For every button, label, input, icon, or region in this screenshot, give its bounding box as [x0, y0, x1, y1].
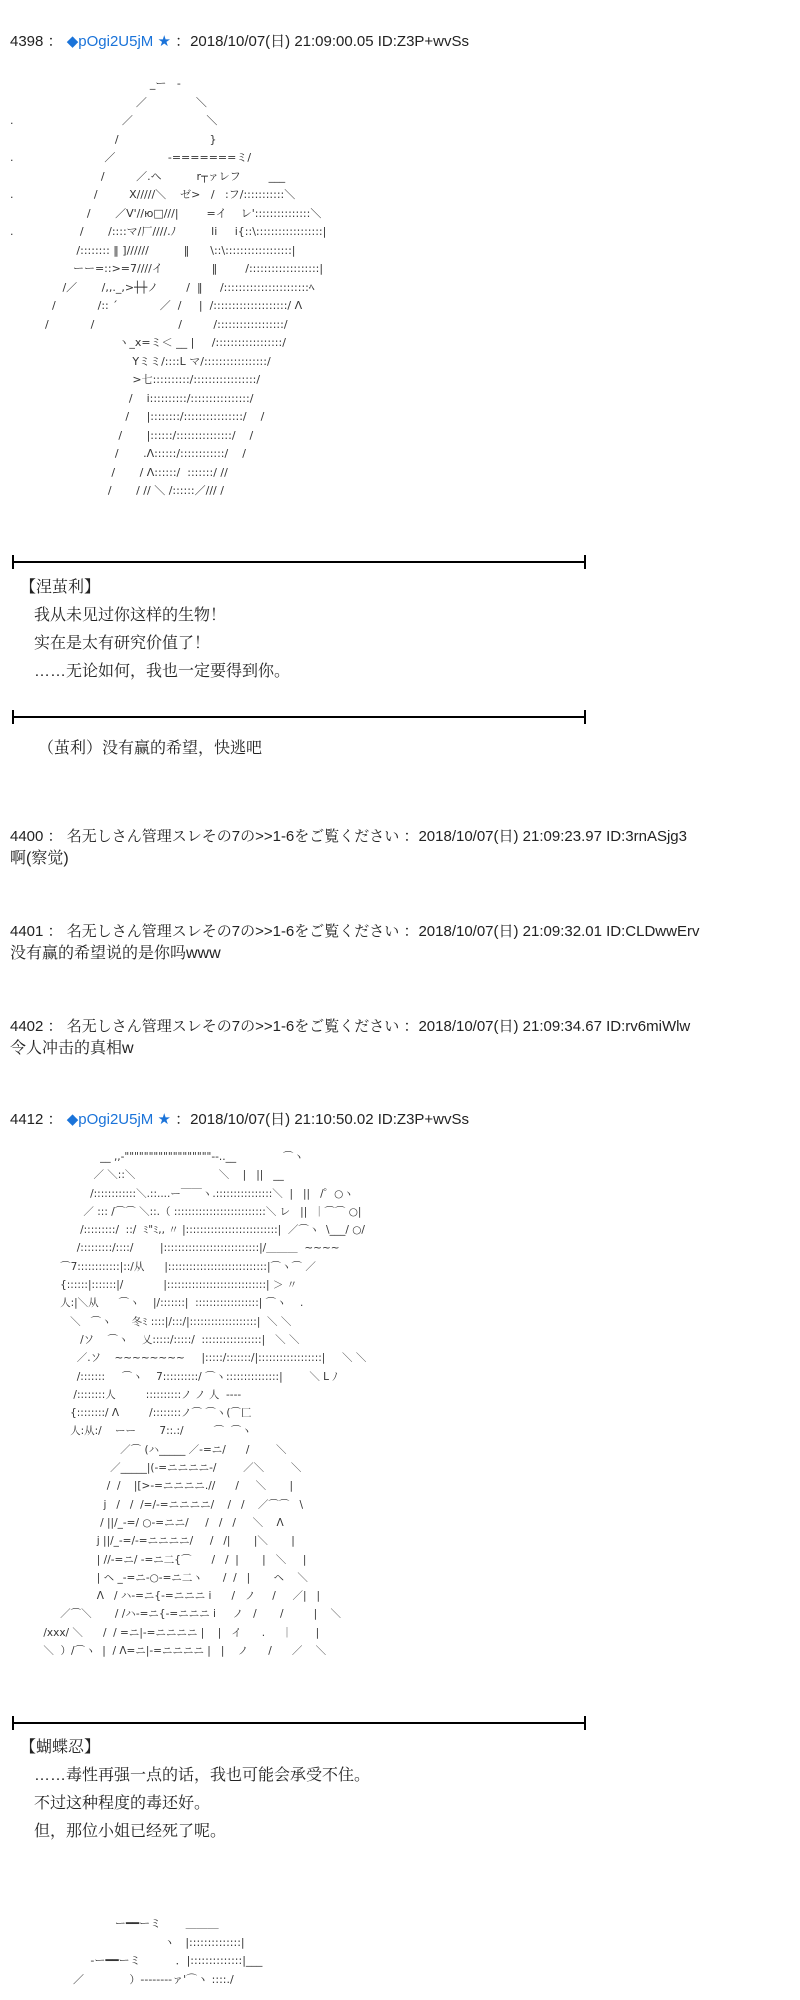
- speech-line: 但，那位小姐已经死了呢。: [34, 1823, 227, 1840]
- post-sep: ：: [47, 1018, 63, 1035]
- post-datetime: ：2018/10/07(日) 21:09:34.67: [403, 1018, 602, 1035]
- poster-name[interactable]: ◆pOgi2U5jM ★: [66, 1111, 171, 1128]
- divider: [12, 1716, 586, 1730]
- post-id[interactable]: ID:Z3P+wvSs: [377, 33, 470, 50]
- ascii-art-continued: ー━━ーミ ＿＿＿ ヽ |::::::::::::::| -ー━━ーミ ．|::::::::::::::|___ ／ ）-‐‐‐‐‐‐‐ァ'⌒ヽ ::::./: [72, 1917, 263, 1986]
- poster-name: 名无しさん管理スレその7の>>1-6をご覧ください: [66, 828, 400, 845]
- speech-line: 我从未见过你这样的生物！: [34, 607, 227, 624]
- post-sep: ：: [47, 33, 63, 50]
- post-datetime: ：2018/10/07(日) 21:09:00.05: [175, 33, 374, 50]
- post-header: [10, 30, 469, 51]
- speech-line: ……无论如何，我也一定要得到你。: [34, 663, 291, 680]
- post-body: 啊(察觉): [10, 850, 69, 867]
- post-number: 4398: [10, 33, 44, 50]
- post-id[interactable]: ID:rv6miWlw: [606, 1018, 691, 1035]
- poster-name[interactable]: ◆pOgi2U5jM ★: [66, 33, 171, 50]
- post-id[interactable]: ID:CLDwwErv: [606, 923, 700, 940]
- post-id[interactable]: ID:3rnASjg3: [606, 828, 687, 845]
- divider: [12, 710, 586, 724]
- divider: [12, 555, 586, 569]
- speech-line: ……毒性再强一点的话，我也可能会承受不住。: [34, 1767, 371, 1784]
- post-number: 4400: [10, 828, 44, 845]
- post-number: 4402: [10, 1018, 44, 1035]
- post-sep: ：: [47, 1111, 63, 1128]
- speech-block: [20, 574, 290, 686]
- post-sep: ：: [47, 923, 63, 940]
- post-datetime: ：2018/10/07(日) 21:09:32.01: [403, 923, 602, 940]
- post-sep: ：: [47, 828, 63, 845]
- poster-name: 名无しさん管理スレその7の>>1-6をご覧ください: [66, 923, 400, 940]
- post-header: [10, 1108, 469, 1129]
- speaker-name: 【涅茧利】: [20, 579, 101, 596]
- speech-line: 实在是太有研究价值了！: [34, 635, 211, 652]
- post-number: 4412: [10, 1111, 44, 1128]
- note-text: （茧利）没有赢的希望，快逃吧: [38, 740, 263, 757]
- poster-name: 名无しさん管理スレその7の>>1-6をご覧ください: [66, 1018, 400, 1035]
- ascii-art: _ー - ／ ＼ . ／ ＼ / } . ／ -=======ミ/ / ／.ヘ r┬ァレフ ___ . / X/////＼ ゼ> / :フ/:::::::::::＼ / ／V'//ю□///| =イ レ':::::::::::::::＼ . / /::::マ/厂////.ﾉ li i{::\::::::::::::::::::| /:::::::: ‖ ]////// ‖ \::\::::::::::::::::::| ーー=::>=7////イ ‖ /:::::::::::::::::::| /／ /,,._,>┼┼ノ / ‖ /:::::::::::::::::::::::ﾍ / /:: ´ ／ / | /::::::::::::::::::::/ Λ / / / /::::::::::::::::::/ ヽ_x=ミ＜ __ | /::::::::::::::::::/ Yミミ/::::L マ/:::::::::::::::::/ >七::::::::::/:::::::::::::::::/ / i::::::::::/::::::::::::::::/ / |::::::::/::::::::::::::::/ / / |::::::/:::::::::::::::/ / / .Λ::::::/::::::::::::/ / / / Λ::::::/ :::::::/ // / / // ＼ /::::::／/// /: [10, 77, 327, 497]
- post-datetime: ：2018/10/07(日) 21:10:50.02: [175, 1111, 374, 1128]
- post-body: 没有赢的希望说的是你吗www: [10, 945, 221, 962]
- post-header: [10, 1015, 690, 1036]
- speech-block: [20, 1734, 370, 1846]
- post-number: 4401: [10, 923, 44, 940]
- post-header: [10, 825, 687, 846]
- ascii-art: __ ,,-""""""""""""""""""--..__ ⌒ヽ ／ ＼::＼ ＼ | || __ /::::::::::::＼.::....ー￣￣ヽ.::::::::::::::::＼ | || /゜○ヽ ／ ::: /⌒⌒ ＼::.（ ::::::::::::::::::::::::::＼ レ || ｜⌒⌒ ○| /:::::::::/ ::/ ﾐ"ﾐ,, 〃 |::::::::::::::::::::::::::| ／⌒ヽ \___/ ○/ /:::::::::/::::/ |:::::::::::::::::::::::::::|/＿＿＿ ~~~~ ⌒7::::::::::::|::/从 |::::::::::::::::::::::::::::|⌒ヽ⌒ ／ {::::::|:::::::|/ |::::::::::::::::::::::::::::| ＞ 〃 人:|＼从 ⌒ヽ |/:::::::| ::::::::::::::::::| ⌒ヽ . ＼ ⌒ヽ 冬ﾐ ::::|/:::/|:::::::::::::::::::| ＼ ＼ /ソ ⌒ヽ 乂:::::/:::::/ :::::::::::::::::| ＼ ＼ ／.ソ ~~~~~~~~ |:::::/:::::::/|::::::::::::::::::| ＼ ＼ /::::::: ⌒ヽ 7::::::::::/ ⌒ヽ:::::::::::::::| ＼ L ﾉ /::::::::人 ::::::::::ノ ノ 人 ‐‐‐‐ {::::::::/ Λ /::::::::ノ⌒ ⌒ヽ(⌒匚 人:从:/ ーー 7::.:/ ⌒ ⌒ヽ ／⌒ (ハ_____ ／-=ニ/ / ＼ ／_____|(-=ニニニニ-/ ／＼ ＼ / / |[>-=ニニニニ.// / ＼ | j / / /=/-=ニニニニ/ / / ／⌒⌒ \ / ||/_-=/ ○-=ニニ/ / / / ＼ Λ j ||/_-=/-=ニニニニ/ / /| |＼ | | //-=ニ/ -=ニ二{⌒ / / | | ＼ | | ヘ _-=ニ-○-=ニ二ヽ / / | ヘ ＼ Λ / ハ-=ニ{-=ニニニ i / ノ / ／| | ／⌒＼ / /ハ-=ニ{-=ニニニ i ノ / / | ＼ /xxx/ ＼ / / =ニ|-=ニニニニ | | イ . ｜ | ＼ ）/⌒ヽ | / Λ=ニ|-=ニニニニ | | ノ / ／ ＼: [43, 1151, 367, 1658]
- speaker-name: 【蝴蝶忍】: [20, 1739, 101, 1756]
- post-body: 令人冲击的真相w: [10, 1040, 134, 1057]
- post-header: [10, 920, 699, 941]
- speech-line: 不过这种程度的毒还好。: [34, 1795, 211, 1812]
- post-id[interactable]: ID:Z3P+wvSs: [377, 1111, 470, 1128]
- post-datetime: ：2018/10/07(日) 21:09:23.97: [403, 828, 602, 845]
